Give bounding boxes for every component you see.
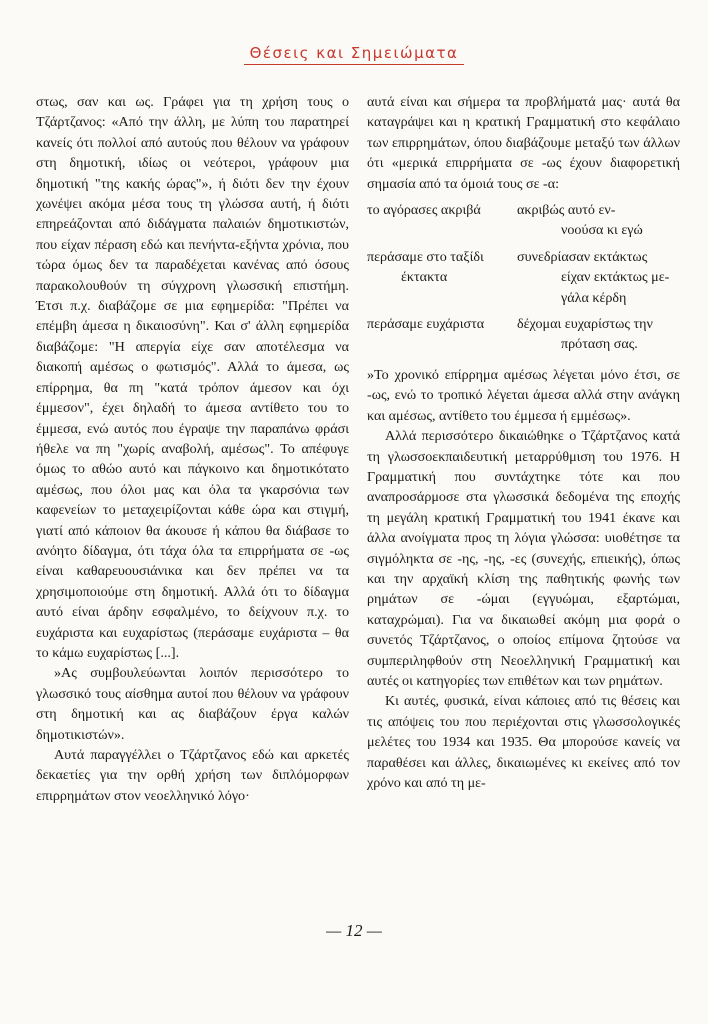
example-right bbox=[517, 200, 680, 247]
left-paragraph-3: Αυτά παραγγέλλει ο Τζάρτζανος εδώ και αρκετές δεκαετίες για την ορθή χρήση των διπλόμορφων επιρρημάτων στον νεοελληνικό λόγο· bbox=[36, 747, 349, 804]
left-paragraph-1: στως, σαν και ως. Γράφει για τη χρήση τους ο Τζάρτζανος: «Από την άλλη, με λύπη του παρατηρεί κανείς ότι πολλοί από αυτούς που θέλουν να γράφουν στη δημοτική, ιδίως οι νεότεροι, γράφουν μια δημοτική "της κακής ώρας"», ή διότι δεν την έχουν χωνέψει ακόμα μέσα τους τη γλώσσα αυτή, ή διότι επηρεάζονται από διδάγματα παλαιών δημοτικιστών, που είχαν πέραση εδώ και πενήντα-εξήντα χρόνια, που τώρα όμως δεν τα παραδέχεται κανένας από όσους παρακολουθούν τη σύγχρονη γλωσσική επιστήμη. Έτσι π.χ. διαβάζομε σε μια εφημερίδα: "Πρέπει να επέμβη άμεσα η δικαιοσύνη". Και σ' άλλη εφημερίδα διαβάζομε: "Η απεργία είχε σαν αποτέλεσμα να διακοπή αμέσως ο φωτισμός". Αλλά το άμεσα, ως επίρρημα, θα πη "κατά τρόπον άμεσον και όχι έμμεσον", έχει δηλαδή το άμεσα αντίθετο του το έμμεσα, ενώ αυτός που έγραψε την παραπάνω φράσι ήθελε να πη "χωρίς αναβολή, αμέσως". Το απέφυγε όμως το αθώο αυτό και πάγκοινο και δημοτικότατο αμέσως, που όλοι μας και όλα τα γκαρσόνια των καφενείων το μεταχειρίζονται κάθε ώρα και στιγμή, γιατί από κάποιον θα άκουσε ή κάπου θα διάβασε το ανόητο δίδαγμα, ότι τάχα όλα τα επιρρήματα σε -ως είναι καθαρευουσιάνικα και δεν πρέπει να τα χρησιμοποιούμε στη δημοτική. Αλλά ότι το δίδαγμα αυτό είναι άρδην εσφαλμένο, το δείχνουν π.χ. το ευχάριστα και ευχαρίστως (περάσαμε ευχάριστα – θα το κάμω ευχαρίστως [...]. bbox=[36, 94, 349, 661]
example-left-line: έκτακτα bbox=[401, 269, 448, 286]
example-right bbox=[517, 314, 680, 361]
examples-table bbox=[367, 200, 680, 361]
example-right-line: συνεδρίασαν εκτάκτως bbox=[517, 248, 648, 265]
right-paragraph-1: αυτά είναι και σήμερα τα προβλήματά μας· αυτά θα καταγράψει και η κρατική Γραμματική στο κεφάλαιο των επιρρημάτων, όπου διαβάζουμε μεταξύ των άλλων ότι «μερικά επιρρήματα σε -ως έχουν διαφορετική σημασία από τα όμοιά τους σε -α: bbox=[367, 94, 680, 192]
right-paragraph-3: Αλλά περισσότερο δικαιώθηκε ο Τζάρτζανος κατά τη γλωσσοεκπαιδευτική μεταρρύθμιση του 1976. Η Γραμματική που συντάχτηκε τότε και που αναπροσάρμοσε στα γλωσσικά δεδομένα της εποχής τη μεγάλη κρατική Γραμματική του 1941 έκανε και άλλα ανοίγματα προς τη λόγια γλώσσα: υιοθέτησε τα σιγμόληκτα σε -ης, -ης, -ες (συνεχής, επιεικής), όπως και την αρχαϊκή κλίση της παθητικής φωνής των ρημάτων σε -ώμαι (εγγυώμαι, εξαρτώμαι, καταχρώμαι). Για να δικαιωθεί ακόμη μια φορά ο συνετός Τζάρτζανος, ο οποίος επίμονα ζητούσε να συμπεριληφθούν στη Νεοελληνική Γραμματική και αυτές οι κατηγορίες των επιθέτων και των ρημάτων. bbox=[367, 428, 680, 689]
example-right-line: γάλα κέρδη bbox=[561, 289, 627, 306]
example-left-line: το αγόρασες ακριβά bbox=[367, 202, 481, 219]
left-paragraph-2: »Ας συμβουλεύωνται λοιπόν περισσότερο το γλωσσικό τους αίσθημα αυτοί που θέλουν να γράφουν στη δημοτική και ας διαβάζουν έργα καλών δημοτικιστών». bbox=[36, 665, 349, 743]
example-left-line: περάσαμε ευχάριστα bbox=[367, 316, 485, 333]
example-left bbox=[367, 200, 517, 247]
running-header-title: Θέσεις και Σημειώματα bbox=[244, 44, 465, 65]
right-column bbox=[367, 92, 680, 793]
example-left bbox=[367, 247, 517, 314]
example-right-line: είχαν εκτάκτως με- bbox=[561, 269, 670, 286]
example-right-line: ακριβώς αυτό εν- bbox=[517, 202, 616, 219]
example-right-line: δέχομαι ευχαρίστως την bbox=[517, 316, 653, 333]
example-right-line: νοούσα κι εγώ bbox=[561, 222, 643, 239]
example-left-line: περάσαμε στο ταξίδι bbox=[367, 248, 484, 265]
page-number: — 12 — bbox=[326, 921, 382, 940]
example-row bbox=[367, 247, 680, 314]
right-paragraph-4: Κι αυτές, φυσικά, είναι κάποιες από τις θέσεις και τις απόψεις του που περιέχονται στις γλωσσολογικές μελέτες του 1934 και 1935. Θα μπορούσε κανείς να παραθέσει και άλλες, δικαιωμένες κι εκείνες από τον χρόνο και από τη με- bbox=[367, 693, 680, 791]
right-paragraph-2: »Το χρονικό επίρρημα αμέσως λέγεται μόνο έτσι, σε -ως, ενώ το τροπικό λέγεται άμεσα αλλά στην ανάγκη και αμέσως, αντίθετο του έμμεσα ή εμμέσως». bbox=[367, 366, 680, 424]
example-row bbox=[367, 314, 680, 361]
running-header bbox=[0, 44, 708, 65]
example-right-line: πρόταση σας. bbox=[561, 336, 638, 353]
example-row bbox=[367, 200, 680, 247]
example-left bbox=[367, 314, 517, 361]
example-right bbox=[517, 247, 680, 314]
left-column bbox=[36, 92, 349, 806]
